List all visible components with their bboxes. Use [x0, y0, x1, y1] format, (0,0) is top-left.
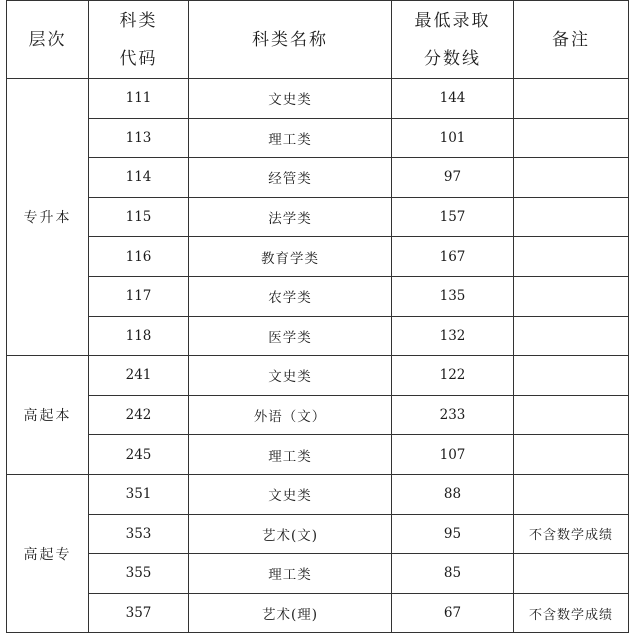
- code-cell: 117: [89, 276, 189, 316]
- level-cell: 高起专: [7, 474, 89, 632]
- name-cell: 理工类: [189, 118, 392, 158]
- score-cell: 135: [392, 276, 514, 316]
- note-cell: [514, 79, 629, 119]
- code-cell: 111: [89, 79, 189, 119]
- code-cell: 353: [89, 514, 189, 554]
- note-cell: [514, 435, 629, 475]
- table-row: [7, 356, 629, 396]
- header-score-line2: 分数线: [424, 48, 481, 69]
- code-cell: 351: [89, 474, 189, 514]
- header-score-line1: 最低录取: [414, 10, 491, 31]
- table-row: [7, 237, 629, 277]
- header-code-line1: 科类: [119, 10, 158, 31]
- note-cell: [514, 118, 629, 158]
- code-cell: 115: [89, 197, 189, 237]
- table-row: [7, 276, 629, 316]
- note-cell: [514, 395, 629, 435]
- table-row: [7, 554, 629, 594]
- header-score: [392, 1, 514, 79]
- score-cell: 88: [392, 474, 514, 514]
- name-cell: 理工类: [189, 435, 392, 475]
- name-cell: 农学类: [189, 276, 392, 316]
- code-cell: 242: [89, 395, 189, 435]
- code-cell: 355: [89, 554, 189, 594]
- table-row: [7, 395, 629, 435]
- note-cell: [514, 237, 629, 277]
- note-cell: [514, 474, 629, 514]
- table-row: [7, 435, 629, 475]
- score-cell: 85: [392, 554, 514, 594]
- table-row: [7, 118, 629, 158]
- table-row: [7, 316, 629, 356]
- note-cell: [514, 356, 629, 396]
- header-code-line2: 代码: [119, 48, 158, 69]
- score-cell: 167: [392, 237, 514, 277]
- header-code: [89, 1, 189, 79]
- level-cell: 高起本: [7, 356, 89, 475]
- header-name: 科类名称: [189, 1, 392, 79]
- name-cell: 经管类: [189, 158, 392, 198]
- name-cell: 教育学类: [189, 237, 392, 277]
- code-cell: 357: [89, 593, 189, 633]
- score-cell: 122: [392, 356, 514, 396]
- name-cell: 文史类: [189, 79, 392, 119]
- score-cell: 132: [392, 316, 514, 356]
- score-cell: 67: [392, 593, 514, 633]
- note-cell: [514, 197, 629, 237]
- name-cell: 艺术(文): [189, 514, 392, 554]
- name-cell: 医学类: [189, 316, 392, 356]
- note-cell: [514, 316, 629, 356]
- admission-score-table: [6, 0, 629, 633]
- score-cell: 101: [392, 118, 514, 158]
- table-row: [7, 79, 629, 119]
- table-row: [7, 593, 629, 633]
- code-cell: 116: [89, 237, 189, 277]
- note-cell: [514, 158, 629, 198]
- note-cell: [514, 276, 629, 316]
- score-cell: 144: [392, 79, 514, 119]
- name-cell: 文史类: [189, 356, 392, 396]
- score-cell: 233: [392, 395, 514, 435]
- score-cell: 107: [392, 435, 514, 475]
- table-row: [7, 474, 629, 514]
- code-cell: 245: [89, 435, 189, 475]
- code-cell: 241: [89, 356, 189, 396]
- table-row: [7, 197, 629, 237]
- score-cell: 97: [392, 158, 514, 198]
- name-cell: 艺术(理): [189, 593, 392, 633]
- name-cell: 理工类: [189, 554, 392, 594]
- name-cell: 外语（文）: [189, 395, 392, 435]
- header-note: 备注: [514, 1, 629, 79]
- level-cell: 专升本: [7, 79, 89, 356]
- name-cell: 法学类: [189, 197, 392, 237]
- note-cell: 不含数学成绩: [514, 593, 629, 633]
- table-header-row: [7, 1, 629, 79]
- name-cell: 文史类: [189, 474, 392, 514]
- table-row: [7, 514, 629, 554]
- code-cell: 113: [89, 118, 189, 158]
- note-cell: 不含数学成绩: [514, 514, 629, 554]
- table-row: [7, 158, 629, 198]
- score-cell: 157: [392, 197, 514, 237]
- score-cell: 95: [392, 514, 514, 554]
- code-cell: 114: [89, 158, 189, 198]
- code-cell: 118: [89, 316, 189, 356]
- note-cell: [514, 554, 629, 594]
- header-level: 层次: [7, 1, 89, 79]
